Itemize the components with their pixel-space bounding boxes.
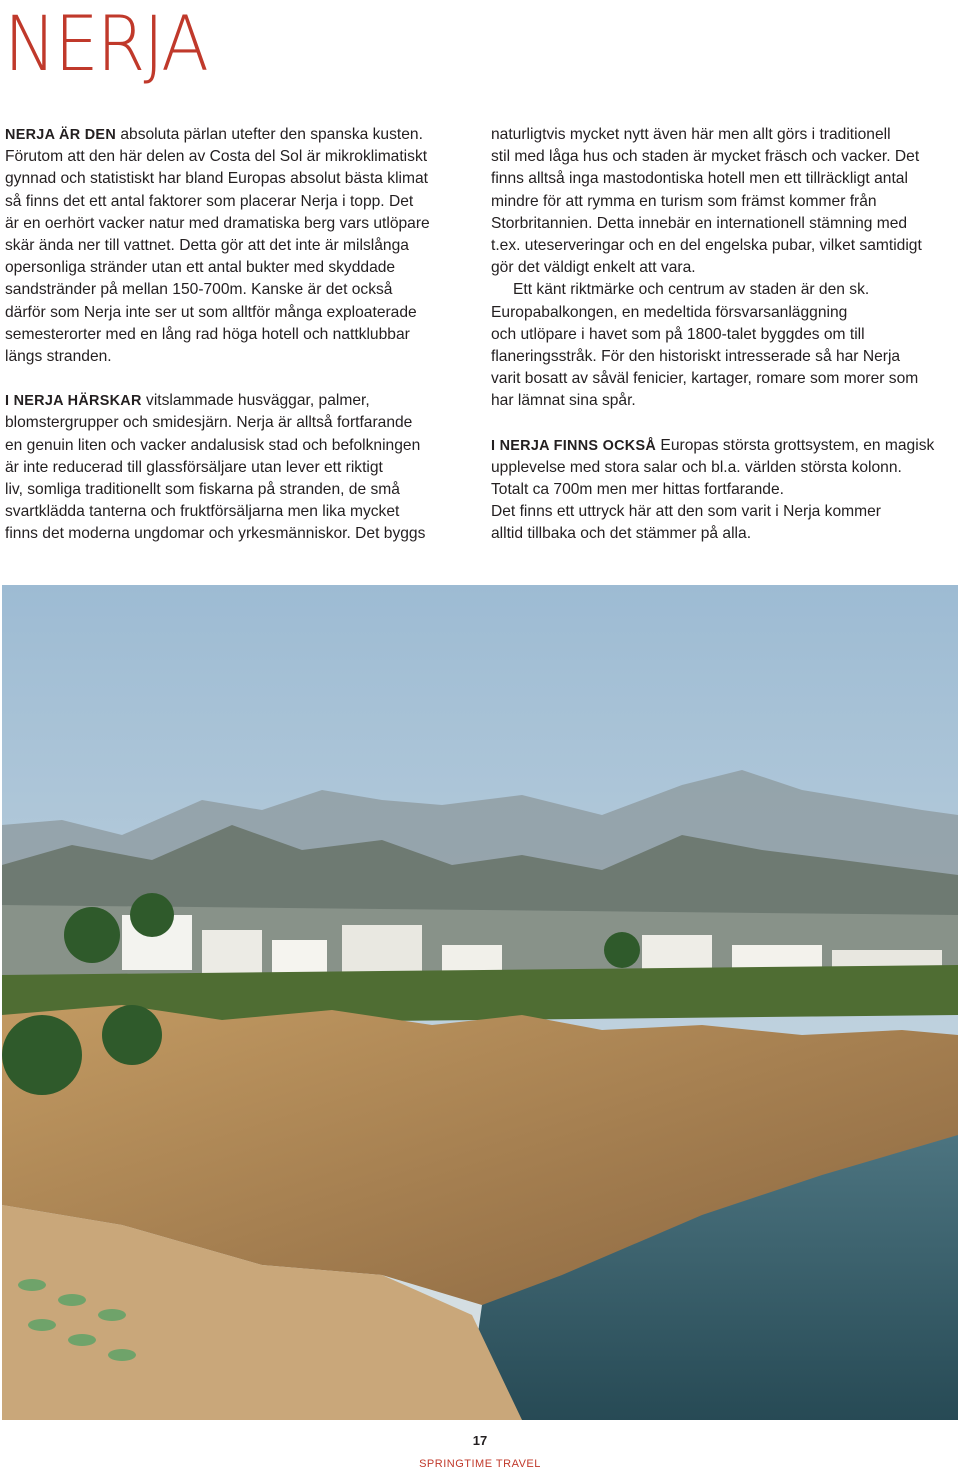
text-line: finns det moderna ungdomar och yrkesmänniskor. Det byggs (5, 525, 426, 543)
text-line: Förutom att den här delen av Costa del Sol är mikroklimatiskt (5, 148, 428, 166)
text-line: alltid tillbaka och det stämmer på alla. (491, 525, 752, 543)
text-line: Storbritannien. Detta innebär en internationell stämning med (491, 214, 908, 232)
text-line: svartklädda tanterna och fruktförsäljarna men lika mycket (5, 503, 400, 521)
right-column (491, 124, 951, 546)
text-line: opersonliga stränder utan ett antal bukter med skyddade (5, 259, 396, 277)
paragraph-harskar (5, 390, 465, 545)
text-line: och utlöpare i havet som på 1800-talet byggdes om till (491, 325, 865, 343)
lead-in: NERJA ÄR DEN (5, 127, 117, 143)
paragraph-balkongen (491, 279, 951, 412)
paragraph-grotta (491, 435, 951, 546)
text-line: naturligtvis mycket nytt även här men allt görs i traditionell (491, 126, 891, 143)
text-line: Europabalkongen, en medeltida försvarsanläggning (491, 303, 848, 321)
text-line: I NERJA HÄRSKAR vitslammade husväggar, palmer, (5, 392, 370, 410)
text-line: varit bosatt av såväl fenicier, kartager, romare som morer som (491, 370, 919, 388)
paragraph-gap (491, 413, 951, 435)
text-line: mindre för att rymma en turism som främst kommer från (491, 192, 877, 210)
text-line: semesterorter med en lång rad höga hotell och nattklubbar (5, 325, 410, 343)
text-line: finns alltså inga mastodontiska hotell men ett tillräckligt antal (491, 170, 908, 188)
text-line: gör det väldigt enkelt att vara. (491, 259, 696, 277)
text-line: sandstränder på mellan 150-700m. Kanske är det också (5, 281, 393, 299)
text-line: längs stranden. (5, 348, 112, 366)
text-line: liv, somliga traditionellt som fiskarna på stranden, de små (5, 481, 400, 499)
text-line: Det finns ett uttryck här att den som varit i Nerja kommer (491, 503, 881, 521)
text-line: Ett känt riktmärke och centrum av staden är den sk. (513, 281, 870, 299)
text-line: har lämnat sina spår. (491, 392, 636, 410)
text-line: flaneringsstråk. För den historiskt intresserade så har Nerja (491, 348, 901, 366)
text-line: är en oerhört vacker natur med dramatiska berg vars utlöpare (5, 214, 430, 232)
text-line: t.ex. uteserveringar och en del engelska pubar, vilket samtidigt (491, 237, 922, 255)
text-line: skär ända ner till vattnet. Detta gör att det inte är milslånga (5, 237, 409, 255)
text-line: därför som Nerja inte ser ut som alltför många exploaterade (5, 303, 417, 321)
page-number: 17 (472, 1433, 488, 1448)
text-line: blomstergrupper och smidesjärn. Nerja är alltså fortfarande (5, 414, 413, 432)
text-line: en genuin liten och vacker andalusisk stad och befolkningen (5, 436, 421, 454)
paragraph-continued (491, 124, 951, 279)
left-column (5, 124, 465, 546)
lead-in: I NERJA FINNS OCKSÅ (491, 437, 657, 454)
photo-illustration (2, 585, 958, 1420)
nerja-coast-photo (2, 585, 958, 1420)
paragraph-intro (5, 124, 465, 368)
text-line: stil med låga hus och staden är mycket fräsch och vacker. Det (491, 148, 920, 166)
text-line: NERJA ÄR DEN absoluta pärlan utefter den spanska kusten. (5, 126, 423, 143)
text-line: är inte reducerad till glassförsäljare utan lever ett riktigt (5, 458, 383, 476)
text-line: gynnad och statistiskt har bland Europas absolut bästa klimat (5, 170, 429, 188)
text-line: upplevelse med stora salar och bl.a. världen största kolonn. (491, 458, 902, 476)
text-line: I NERJA FINNS OCKSÅ Europas största grottsystem, en magisk (491, 436, 935, 454)
text-line: Totalt ca 700m men mer hittas fortfarande. (491, 481, 784, 499)
text-line: så finns det ett antal faktorer som placerar Nerja i topp. Det (5, 192, 414, 210)
publication-name: SPRINGTIME TRAVEL (419, 1458, 541, 1470)
page-title: NERJA (4, 0, 208, 88)
lead-in: I NERJA HÄRSKAR (5, 393, 142, 410)
paragraph-gap (5, 368, 465, 390)
